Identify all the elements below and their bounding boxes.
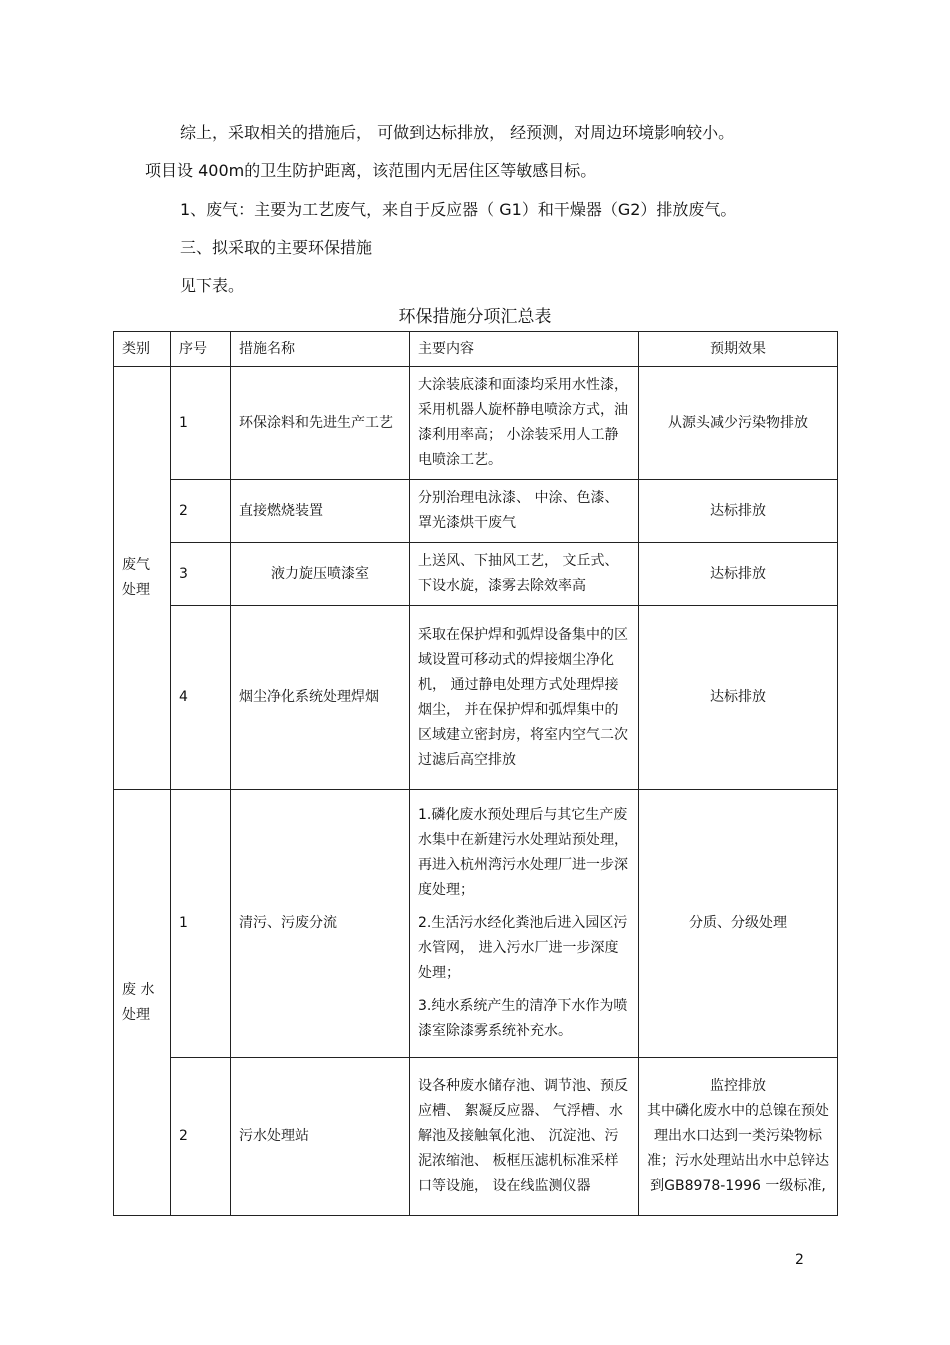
content-text: 设各种废水储存池、调节池、预反应槽、 絮凝反应器、 气浮槽、水解池及接触氧化池、 沉淀池、污泥浓缩池、 板框压滤机标准采样口等设施， 设在线监测仪器 (418, 1078, 628, 1194)
category-cell: 废气处理 (114, 367, 171, 790)
header-expected-effect: 预期效果 (639, 332, 838, 367)
expected-effect: 分质、分级处理 (639, 790, 838, 1058)
content-text: 3.纯水系统产生的清净下水作为喷漆室除漆雾系统补充水。 (418, 998, 628, 1039)
table-row (114, 543, 838, 606)
row-number: 1 (171, 790, 231, 1058)
header-measure-name: 措施名称 (231, 332, 410, 367)
measure-content (410, 1058, 639, 1216)
measure-name: 环保涂料和先进生产工艺 (231, 367, 410, 480)
measure-content (410, 790, 639, 1058)
content-text: 大涂装底漆和面漆均采用水性漆，采用机器人旋杯静电喷涂方式，油漆利用率高； 小涂装采用人工静电喷涂工艺。 (418, 377, 628, 468)
table-row (114, 606, 838, 790)
measure-content (410, 480, 639, 543)
row-number: 3 (171, 543, 231, 606)
measure-name: 清污、污废分流 (231, 790, 410, 1058)
table-row (114, 367, 838, 480)
measures-table (113, 331, 838, 1216)
table-header-row (114, 332, 838, 367)
header-number: 序号 (171, 332, 231, 367)
table-title: 环保措施分项汇总表 (398, 307, 552, 327)
table-row (114, 790, 838, 1058)
content-text: 分别治理电泳漆、 中涂、色漆、罩光漆烘干废气 (418, 490, 619, 531)
paragraph-waste-gas: 1、废气：主要为工艺废气，来自于反应器（ G1）和干燥器（G2）排放废气。 (180, 200, 737, 219)
row-number: 4 (171, 606, 231, 790)
header-main-content: 主要内容 (410, 332, 639, 367)
category-cell: 废 水处理 (114, 790, 171, 1216)
expected-effect: 达标排放 (639, 543, 838, 606)
content-text: 1.磷化废水预处理后与其它生产废水集中在新建污水处理站预处理， 再进入杭州湾污水处理厂进一步深度处理； (418, 807, 628, 898)
paragraph-summary: 综上，采取相关的措施后， 可做到达标排放， 经预测，对周边环境影响较小。 (180, 123, 735, 142)
measure-name: 直接燃烧装置 (231, 480, 410, 543)
expected-effect: 达标排放 (639, 606, 838, 790)
table-row (114, 1058, 838, 1216)
paragraph-see-table: 见下表。 (180, 276, 245, 295)
row-number: 2 (171, 480, 231, 543)
measure-content (410, 367, 639, 480)
expected-effect (639, 1058, 838, 1216)
header-category: 类别 (114, 332, 171, 367)
section-heading-measures: 三、拟采取的主要环保措施 (180, 238, 373, 257)
measure-name: 烟尘净化系统处理焊烟 (231, 606, 410, 790)
row-number: 2 (171, 1058, 231, 1216)
expected-effect: 从源头减少污染物排放 (639, 367, 838, 480)
expected-effect: 达标排放 (639, 480, 838, 543)
table-row (114, 480, 838, 543)
effect-line: 其中磷化废水中的总镍在预处理出水口达到一类污染物标准；污水处理站出水中总锌达到GB8978-1996 一级标准, (647, 1103, 829, 1194)
effect-line: 监控排放 (710, 1078, 766, 1094)
measure-content (410, 606, 639, 790)
measure-name: 污水处理站 (231, 1058, 410, 1216)
measure-content (410, 543, 639, 606)
paragraph-protection-distance: 项目设 400m的卫生防护距离，该范围内无居住区等敏感目标。 (145, 161, 597, 180)
content-text: 上送风、下抽风工艺， 文丘式、下设水旋，漆雾去除效率高 (418, 553, 619, 594)
content-text: 采取在保护焊和弧焊设备集中的区域设置可移动式的焊接烟尘净化机， 通过静电处理方式处理焊接烟尘， 并在保护焊和弧焊集中的区域建立密封房，将室内空气二次过滤后高空排放 (418, 626, 628, 768)
measure-name: 液力旋压喷漆室 (231, 543, 410, 606)
page-number: 2 (795, 1252, 804, 1268)
content-text: 2.生活污水经化粪池后进入园区污水管网， 进入污水厂进一步深度处理； (418, 915, 628, 981)
row-number: 1 (171, 367, 231, 480)
